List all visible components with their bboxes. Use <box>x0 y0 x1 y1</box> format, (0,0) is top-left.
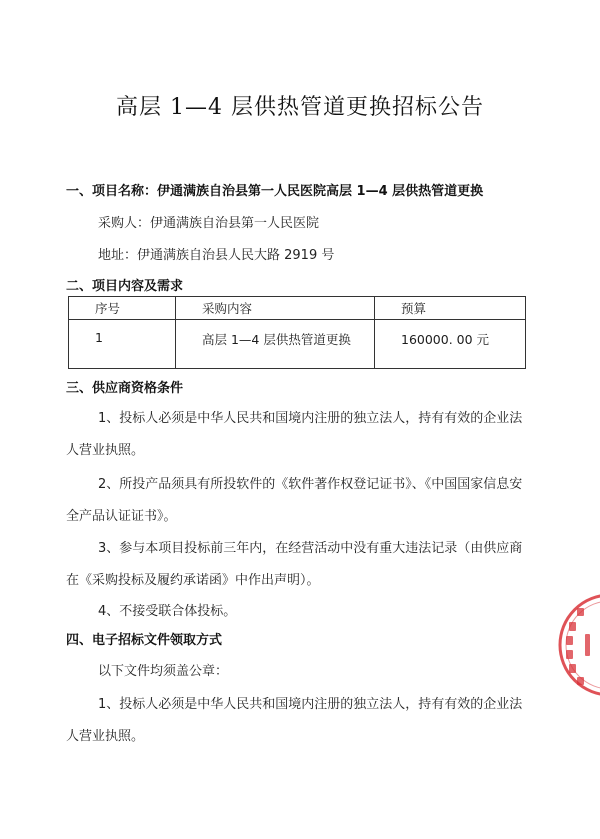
section-4-item-1-line-2: 人营业执照。 <box>66 729 145 744</box>
section-4-item-1-line-1: 1、投标人必须是中华人民共和国境内注册的独立法人，持有有效的企业法 <box>98 697 523 712</box>
col-header-index: 序号 <box>69 297 176 320</box>
qualification-4: 4、不接受联合体投标。 <box>98 604 237 619</box>
section-4-heading: 四、电子招标文件领取方式 <box>66 633 223 648</box>
address-line: 地址：伊通满族自治县人民大路 2919 号 <box>98 248 335 263</box>
cell-content: 高层 1—4 层供热管道更换 <box>176 320 375 369</box>
official-seal-stamp <box>555 590 600 700</box>
section-2-heading: 二、项目内容及需求 <box>66 279 184 294</box>
qualification-3-line-2: 在《采购投标及履约承诺函》中作出声明）。 <box>66 573 320 588</box>
qualification-3-line-1: 3、参与本项目投标前三年内，在经营活动中没有重大违法记录（由供应商 <box>98 541 523 556</box>
table-header-row <box>69 297 526 320</box>
requirements-table <box>68 296 526 369</box>
cell-budget: 160000. 00 元 <box>375 320 526 369</box>
page-title: 高层 1—4 层供热管道更换招标公告 <box>116 95 484 120</box>
cell-index: 1 <box>69 320 176 369</box>
section-4-intro: 以下文件均须盖公章： <box>98 664 229 679</box>
qualification-1-line-2: 人营业执照。 <box>66 443 145 458</box>
qualification-2-line-2: 全产品认证证书》。 <box>66 509 177 524</box>
section-1-heading: 一、项目名称：伊通满族自治县第一人民医院高层 1—4 层供热管道更换 <box>66 184 484 199</box>
qualification-2-line-1: 2、所投产品须具有所投软件的《软件著作权登记证书》、《中国国家信息安 <box>98 477 523 492</box>
qualification-1-line-1: 1、投标人必须是中华人民共和国境内注册的独立法人，持有有效的企业法 <box>98 411 523 426</box>
col-header-budget: 预算 <box>375 297 526 320</box>
section-3-heading: 三、供应商资格条件 <box>66 381 184 396</box>
table-row <box>69 320 526 369</box>
col-header-content: 采购内容 <box>176 297 375 320</box>
buyer-line: 采购人：伊通满族自治县第一人民医院 <box>98 216 320 231</box>
